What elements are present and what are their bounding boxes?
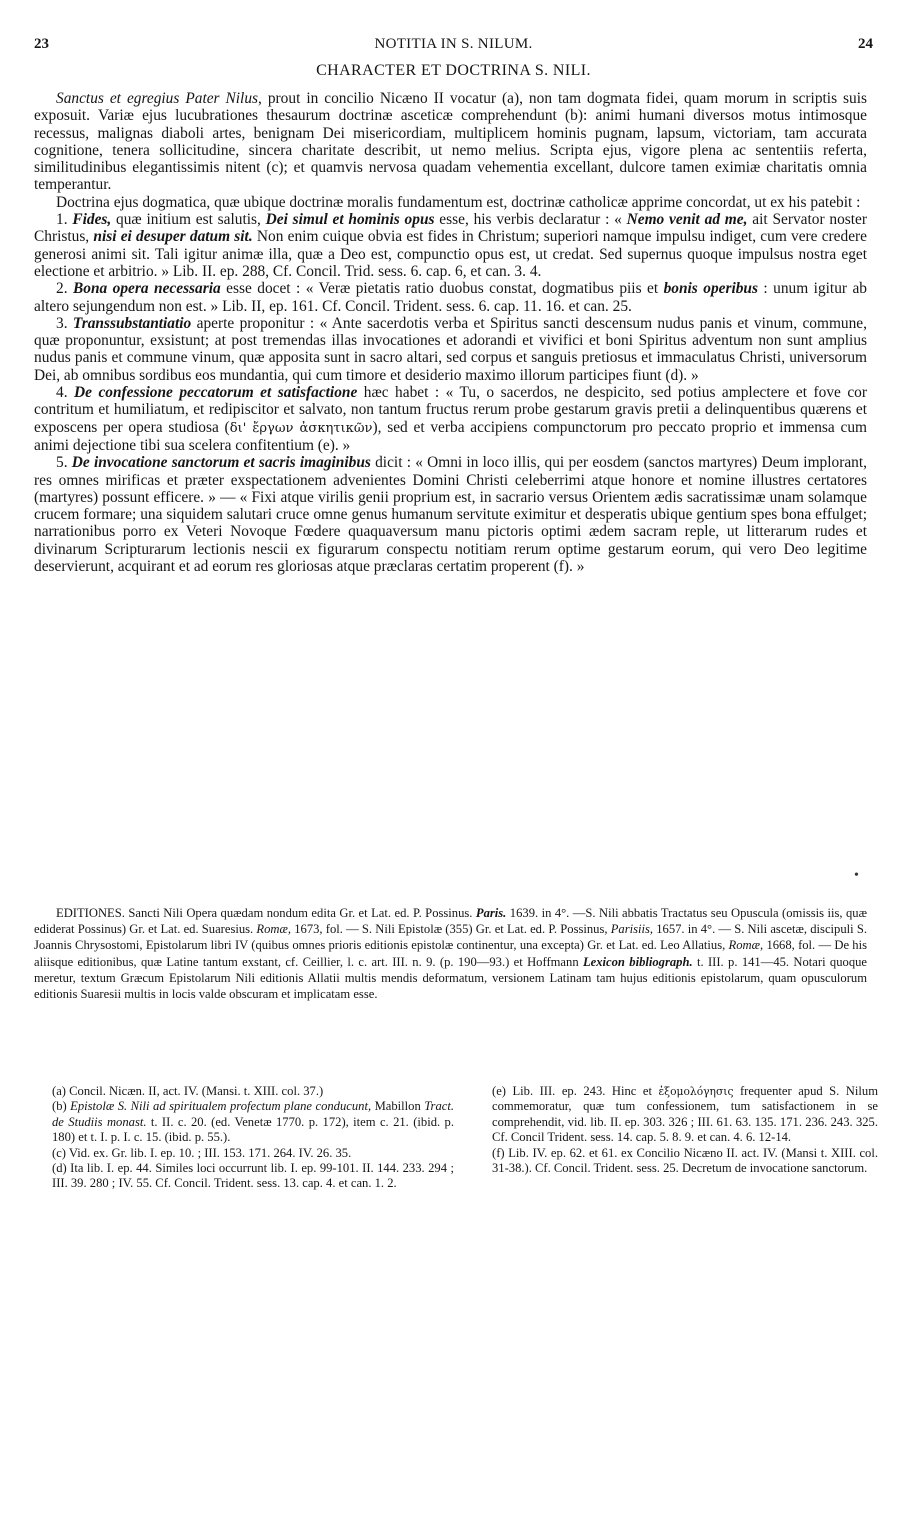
footnote-c	[52, 1146, 454, 1161]
editions-paragraph	[34, 905, 867, 1002]
greek-phrase: δι' ἔργων ἀσκητικῶν	[229, 420, 373, 436]
stray-dot-mark: •	[854, 868, 859, 883]
item-invocatione	[34, 454, 867, 575]
editions-label: EDITIONES.	[56, 906, 125, 920]
footnote-a	[52, 1084, 454, 1099]
item-text: esse, his verbis declaratur : «	[434, 211, 627, 229]
footnote-italic: Tract. de Studiis monast.	[52, 1099, 454, 1129]
item-emphasis: bonis operibus	[663, 280, 758, 298]
item-text: ait Servator noster Christus,	[34, 211, 867, 246]
item-fides	[34, 211, 867, 280]
footnote-b	[52, 1099, 454, 1145]
item-emphasis: nisi ei desuper datum sit.	[93, 228, 253, 246]
running-title: NOTITIA IN S. NILUM.	[374, 36, 533, 52]
item-heading: Bona opera necessaria	[73, 280, 221, 298]
item-text: : unum igitur ab altero sejungendum non est. » Lib. II, ep. 161. Cf. Concil. Trident. sess. 6. cap. 11. 16. et can. 25.	[34, 280, 867, 315]
item-emphasis: Nemo venit ad me,	[626, 211, 748, 229]
editions-text: 1639. in 4°. —S. Nili abbatis Tractatus seu Opuscula (omissis iis, quæ ediderat Possinus) Gr. et Lat. ed. Suaresius.	[34, 906, 867, 937]
item-number: 1.	[56, 211, 68, 229]
footnote-text: Vid. ex. Gr. lib. I. ep. 10. ; III. 153. 171. 264. IV. 26. 35.	[65, 1145, 352, 1160]
item-text: esse docet : « Veræ pietatis ratio duobus constat, dogmatibus piis et	[220, 280, 664, 298]
editions-text: 1657. in 4°. — S. Nili ascetæ, discipuli S. Joannis Chrysostomi, Epistolarum libri IV (quibus omnes prioris editionis epistolæ continentur, una excepta) Gr. et Lat. ed. Leo Allatius,	[34, 922, 867, 953]
footnote-marker: (f)	[492, 1145, 505, 1160]
footnotes-right-column	[492, 1084, 878, 1176]
intro-rest: , prout in concilio Nicæno II vocatur (a), non tam dogmata fidei, quam morum in scriptis suis exposuit. Variæ ejus lucubrationes thesaurum doctrinæ asceticæ comprehendunt (b): animi humani diversos motus intimosque recessus, malignas diaboli artes, benignam Dei misericordiam, multiplicem hominis pugnam, lapsum, victoriam, tam accurata cognitione, tenera sollicitudine, sincera charitate describit, ut nemo melius. Scripta ejus, vigore plena ac sententiis referta, similitudinibus elegantissimis nitent (c); et quamvis nervosa quadam vehementia excellant, dulcore tamen eximiæ charitatis omnia temperantur.	[34, 90, 867, 194]
footnote-marker: (e)	[492, 1084, 506, 1098]
footnote-marker: (b)	[52, 1099, 67, 1114]
book-title: Lexicon bibliograph.	[582, 954, 693, 969]
item-number: 5.	[56, 454, 68, 472]
item-text: hæc habet : « Tu, o sacerdos, ne despicito, sed potius amplectere et fove cor contritum et humiliatum, et redipiscitor et salvato, non tantum fructus rerum probe gestarum gravis pretii a delinquentibus quærens et exposcens per opera studiosa (	[34, 384, 867, 436]
footnote-text: frequenter apud S. Nilum commemoratur, quæ tum confessionem, tum satisfactionem in se comprehendit, vid. lib. II. ep. 303. 326 ; III. 61. 63. 135. 171. 236. 243. 325. Cf. Concil Trident. sess. 14. cap. 5. 8. 9. et can. 4. 6. 12-14.	[492, 1084, 878, 1145]
item-text: aperte proponitur : « Ante sacerdotis verba et Spiritus sancti descensum nudus panis et vinum, commune, quæ proponuntur, exsistunt; at post tremendas illas invocationes et adorandi et vivifici et boni Spiritus adventum non sunt amplius nudus panis et commune vinum, quæ apposita sunt in sacro altari, sed corpus et sanguis pretiosus et immaculatus Christi, universorum Dei, ab omnibus sordibus eos mundantia, qui cum timore et desiderio maximo illorum participes fiunt (d). »	[34, 314, 867, 384]
footnote-text: Lib. IV. ep. 62. et 61. ex Concilio Nicæno II. act. IV. (Mansi t. XIII. col. 31-38.). Cf. Concil. Trident. sess. 25. Decretum de invocatione sanctorum.	[492, 1145, 878, 1176]
editions-section	[34, 905, 867, 1002]
item-emphasis: Dei simul et hominis opus	[265, 211, 435, 229]
place-name: Paris.	[475, 906, 507, 920]
page-number-right: 24	[858, 36, 873, 52]
footnote-f	[492, 1146, 878, 1177]
item-text: quæ initium est salutis,	[111, 211, 266, 229]
footnotes-left-column	[52, 1084, 454, 1192]
editions-text: 1673, fol. — S. Nili Epistolæ (355) Gr. et Lat. ed. P. Possinus,	[291, 922, 611, 937]
footnote-text: Ita lib. I. ep. 44. Similes loci occurrunt lib. I. ep. 99-101. II. 144. 233. 294 ; III. 39. 280 ; IV. 55. Cf. Concil. Trident. sess. 13. cap. 4. et can. 1. 2.	[52, 1161, 454, 1191]
item-heading: Fides,	[72, 211, 112, 229]
footnote-text: Mabillon	[371, 1099, 425, 1114]
footnote-d	[52, 1161, 454, 1192]
intro-lead: Sanctus et egregius Pater Nilus	[56, 90, 259, 107]
place-name: Romæ,	[728, 938, 764, 953]
footnote-e	[492, 1084, 878, 1146]
greek-word: ἐξομολόγησις	[658, 1085, 734, 1098]
item-number: 4.	[56, 384, 68, 402]
editions-text: t. III. p. 141—45. Notari quoque meretur, textum Græcum Epistolarum Nili editionis Allatii multis mendis deformatum, versionem Latinam tam hujus editionis epistolarum, quam opusculorum editionis Suaresii multis in locis valde obscuram et implicatam esse.	[34, 954, 868, 1002]
place-name: Romæ,	[256, 922, 292, 937]
editions-text: Sancti Nili Opera quædam nondum edita Gr. et Lat. ed. P. Possinus.	[124, 906, 476, 920]
running-head	[34, 36, 873, 56]
footnote-marker: (d)	[52, 1161, 67, 1176]
footnote-text: t. II. c. 20. (ed. Venetæ 1770. p. 172), item c. 21. (ibid. p. 180) et t. I. p. I. c. 15. (ibid. p. 55.).	[52, 1114, 454, 1145]
section-title: CHARACTER ET DOCTRINA S. NILI.	[316, 62, 591, 79]
footnote-text: Concil. Nicæn. II, act. IV. (Mansi. t. XIII. col. 37.)	[65, 1084, 324, 1098]
footnote-marker: (c)	[52, 1145, 66, 1160]
page-number-left: 23	[34, 36, 49, 52]
footnote-text: Lib. III. ep. 243. Hinc et	[505, 1084, 659, 1098]
editions-text: 1668, fol. — De his aliisque editionibus, quæ Latine tantum exstant, cf. Ceillier, l. c. art. III. n. 9. (p. 190—93.) et Hoffmann	[34, 938, 868, 969]
place-name: Parisiis,	[610, 922, 654, 937]
main-text	[34, 90, 867, 575]
item-transsubstantiatio	[34, 315, 867, 384]
item-heading: Transsubstantiatio	[72, 314, 192, 332]
item-heading: De confessione peccatorum et satisfactione	[74, 384, 358, 402]
item-text: ), sed et verba accipiens compunctorum pro peccato proprio et immensa cum animi dejectione tibi sua scelera confitentium (e). »	[34, 418, 868, 454]
intro-paragraph	[34, 90, 867, 194]
item-number: 2.	[56, 280, 68, 298]
item-bona-opera	[34, 280, 867, 315]
footnote-marker: (a)	[52, 1084, 66, 1098]
item-confessione	[34, 384, 867, 454]
dogma-intro-paragraph: Doctrina ejus dogmatica, quæ ubique doctrinæ moralis fundamentum est, doctrinæ catholicæ apprime concordat, ut ex his patebit :	[56, 193, 861, 211]
item-text: dicit : « Omni in loco illis, qui per eosdem (sanctos martyres) Deum implorant, res omnes mirificas et præter exspectationem advenientes Domini Christi celeberrimi atque honore et nomine illustres certatores (martyres) possunt efficere. » — « Fixi atque virilis genii proprium est, in sacrario versus Orientem ædis sacratissimæ unam solamque crucem formare; una siquidem salutari cruce omne genus humanum servitute eximitur et desperatis ubique gentium spes bona effulget; narrationibus porro ex Veteri Novoque Fœdere quaquaversum manu pictoris optimi ædem sacram reple, ut litterarum rudes et divinarum Scripturarum lectionis nescii ex figurarum conspectu notitiam rerum optime gestarum eorum, qui vero Deo legitime deservierunt, acquirant et ad eorum res gloriosas atque præclaras certatim properent (f). »	[34, 454, 867, 576]
item-heading: De invocatione sanctorum et sacris imaginibus	[71, 454, 371, 472]
item-number: 3.	[56, 314, 68, 332]
footnote-italic: Epistolæ S. Nili ad spiritualem profectum plane conducunt,	[66, 1099, 372, 1114]
item-text: Non enim cuique obvia est fides in Christum; superiori namque impulsu indiget, cum vere credere generosi animi sit. Tali igitur animæ illa, quæ a Deo est, compunctio opus est, ut credat. Sed supernus quoque impulsus nostra eget electione et arbitrio. » Lib. II. ep. 288, Cf. Concil. Trid. sess. 6. cap. 6, et can. 3. 4.	[34, 228, 867, 280]
